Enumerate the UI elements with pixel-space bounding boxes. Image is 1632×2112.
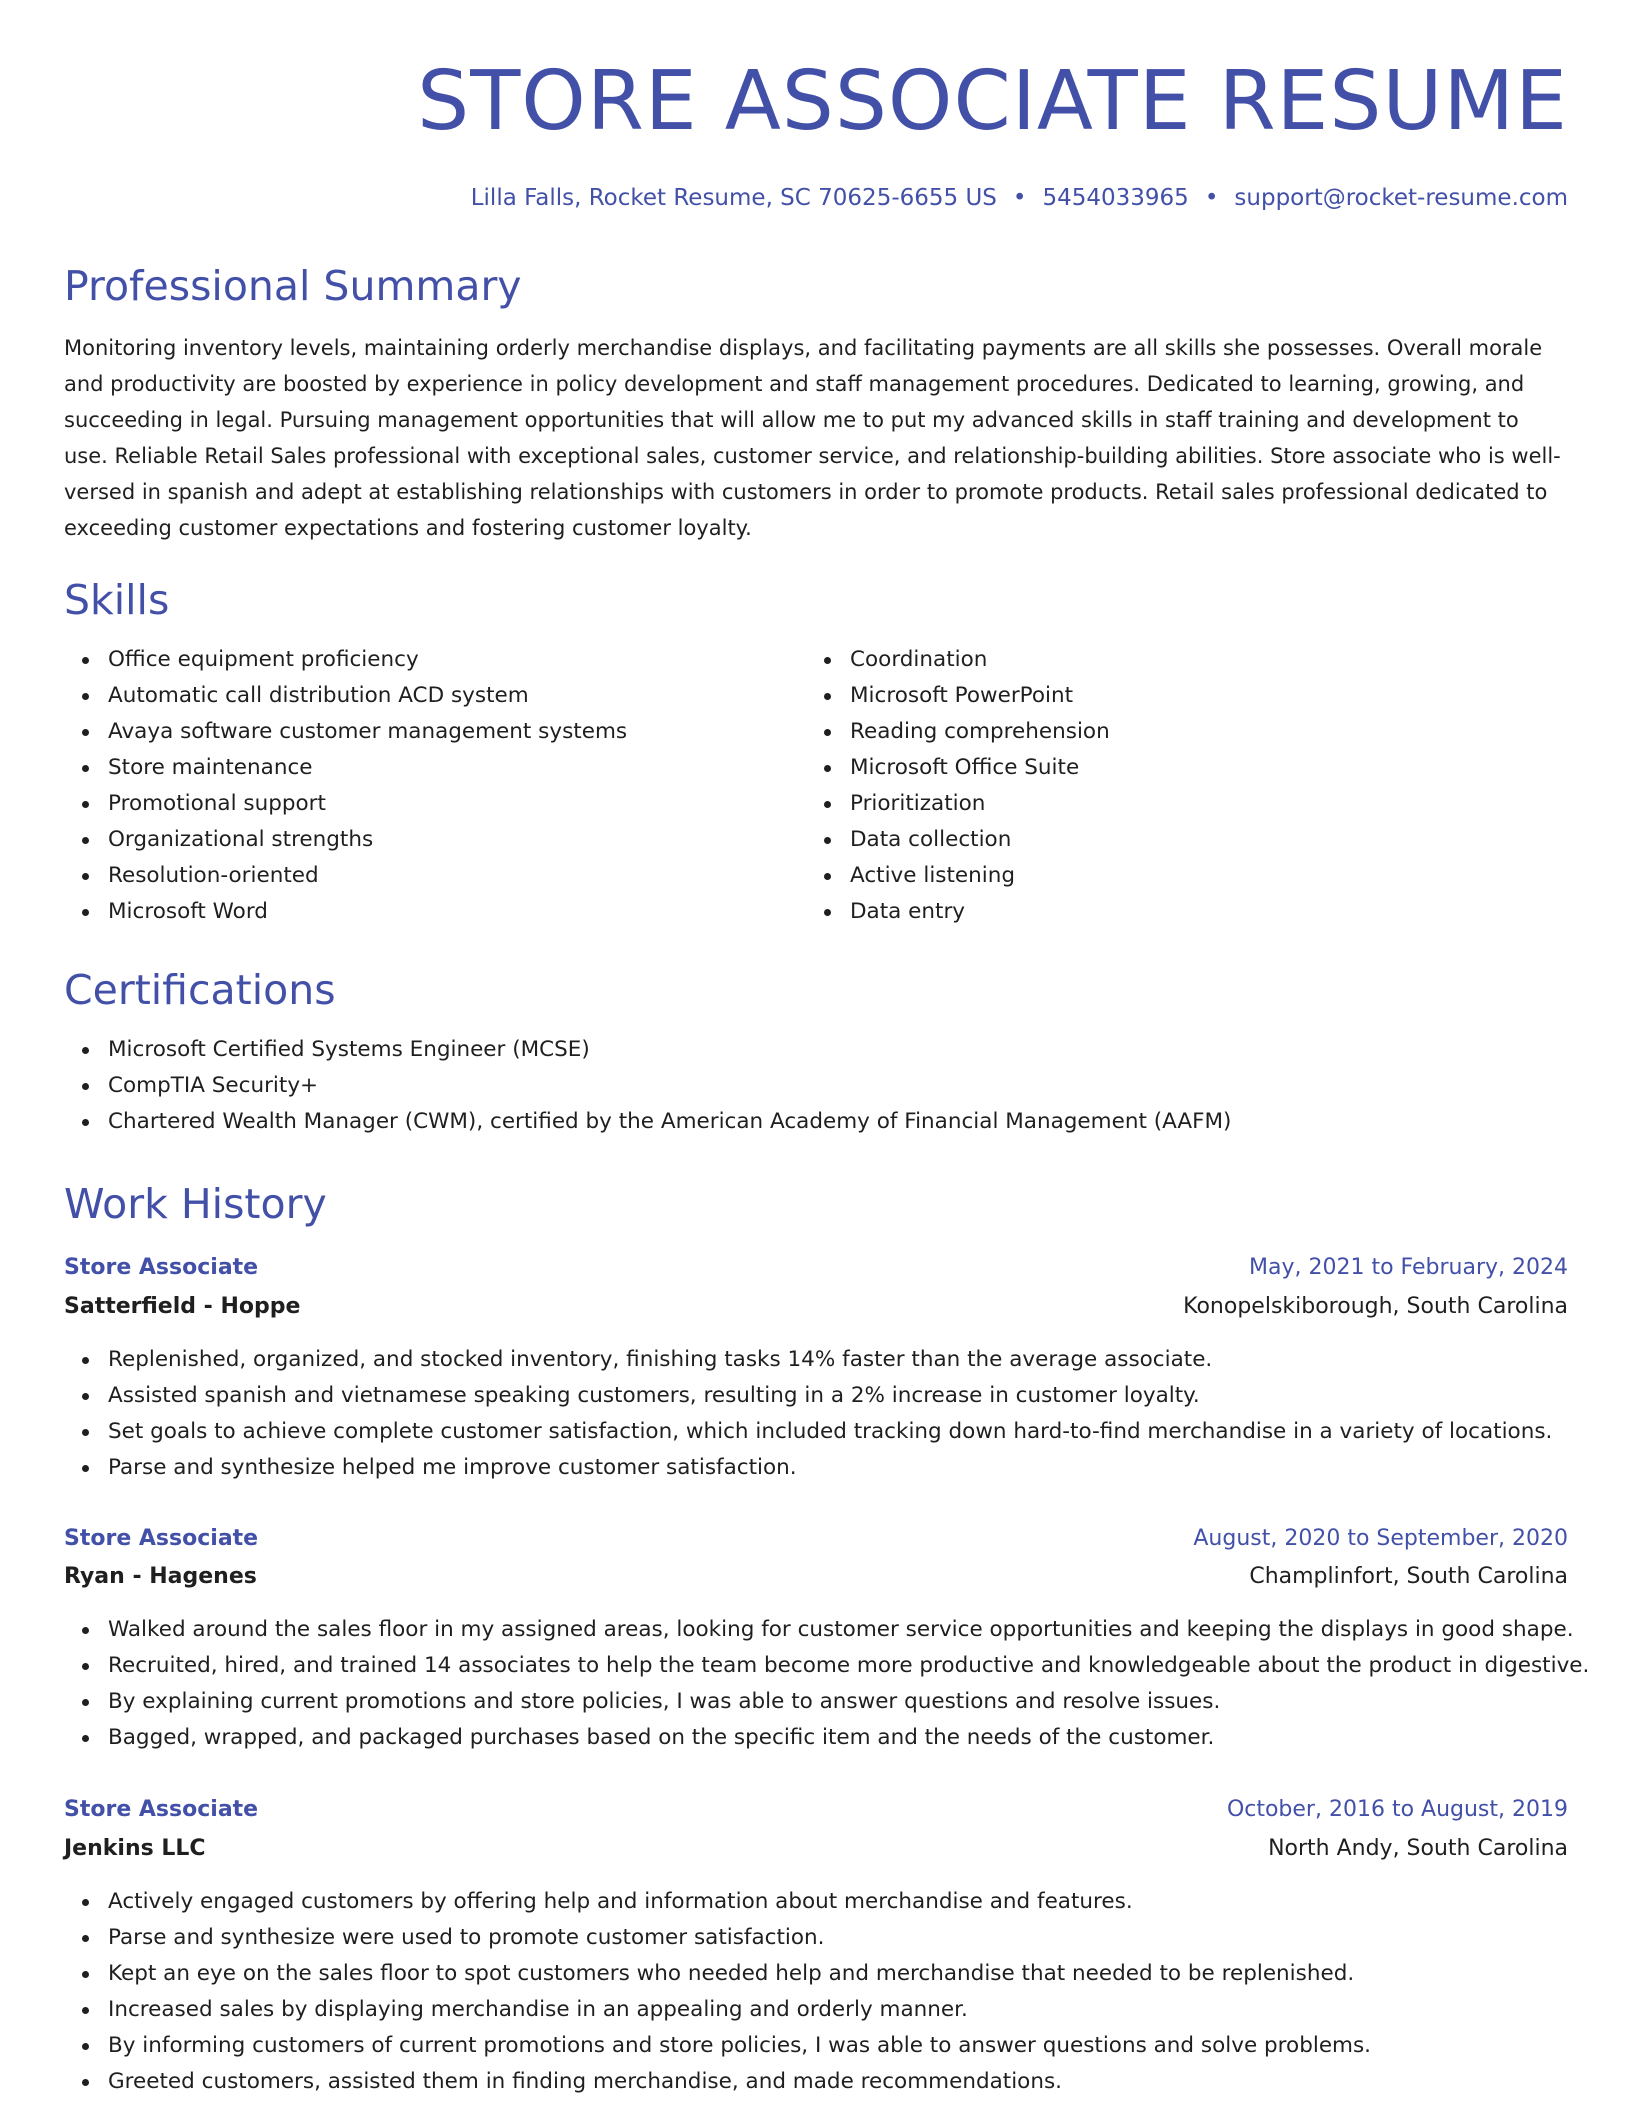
certification-item: Microsoft Certified Systems Engineer (MCSE) bbox=[108, 1032, 1231, 1068]
job-duty-item: Increased sales by displaying merchandise in an appealing and orderly manner. bbox=[108, 1992, 1371, 2028]
job-location: North Andy, South Carolina bbox=[1268, 1836, 1568, 1861]
skill-item: Resolution-oriented bbox=[108, 858, 627, 894]
resume-title: STORE ASSOCIATE RESUME bbox=[417, 54, 1568, 149]
skill-item: Active listening bbox=[850, 858, 1110, 894]
skill-item: Avaya software customer management systems bbox=[108, 714, 627, 750]
job-duties-list bbox=[64, 1342, 1552, 1486]
contact-separator: • bbox=[1204, 185, 1219, 211]
job-company: Ryan - Hagenes bbox=[64, 1564, 257, 1589]
certification-item: CompTIA Security+ bbox=[108, 1068, 1231, 1104]
job-title: Store Associate bbox=[64, 1255, 259, 1280]
skill-item: Automatic call distribution ACD system bbox=[108, 678, 627, 714]
job-duty-item: Walked around the sales floor in my assigned areas, looking for customer service opportunities and keeping the displays in good shape. bbox=[108, 1612, 1589, 1648]
job-duties-list bbox=[64, 1612, 1589, 1756]
skill-item: Microsoft Word bbox=[108, 894, 627, 930]
job-title: Store Associate bbox=[64, 1526, 259, 1551]
job-duty-item: Replenished, organized, and stocked inventory, finishing tasks 14% faster than the average associate. bbox=[108, 1342, 1552, 1378]
contact-separator: • bbox=[1012, 185, 1027, 211]
job-duty-item: Parse and synthesize helped me improve customer satisfaction. bbox=[108, 1450, 1552, 1486]
skill-item: Data entry bbox=[850, 894, 1110, 930]
job-dates: August, 2020 to September, 2020 bbox=[1193, 1526, 1568, 1551]
job-duty-item: Parse and synthesize were used to promote customer satisfaction. bbox=[108, 1920, 1371, 1956]
job-title: Store Associate bbox=[64, 1797, 259, 1822]
skill-item: Organizational strengths bbox=[108, 822, 627, 858]
contact-address: Lilla Falls, Rocket Resume, SC 70625-6655 US bbox=[470, 185, 997, 211]
skill-item: Microsoft PowerPoint bbox=[850, 678, 1110, 714]
job-duty-item: Greeted customers, assisted them in finding merchandise, and made recommendations. bbox=[108, 2064, 1371, 2100]
job-duty-item: Actively engaged customers by offering help and information about merchandise and features. bbox=[108, 1884, 1371, 1920]
skill-item: Office equipment proficiency bbox=[108, 642, 627, 678]
skill-item: Reading comprehension bbox=[850, 714, 1110, 750]
contact-email[interactable]: support@rocket-resume.com bbox=[1234, 185, 1568, 211]
skill-item: Microsoft Office Suite bbox=[850, 750, 1110, 786]
skill-item: Coordination bbox=[850, 642, 1110, 678]
certifications-list bbox=[64, 1032, 1231, 1140]
summary-heading: Professional Summary bbox=[64, 262, 522, 310]
summary-text: Monitoring inventory levels, maintaining orderly merchandise displays, and facilitating payments are all skills she possesses. Overall morale and productivity are boosted by experience in policy development and staff management procedures. Dedicated to learning, growing, and succeeding in legal. Pursuing management opportunities that will allow me to put my advanced skills in staff training and development to use. Reliable Retail Sales professional with exceptional sales, customer service, and relationship-building abilities. Store associate who is well-versed in spanish and adept at establishing relationships with customers in order to promote products. Retail sales professional dedicated to exceeding customer expectations and fostering customer loyalty. bbox=[64, 336, 1561, 540]
job-location: Konopelskiborough, South Carolina bbox=[1183, 1294, 1568, 1319]
job-duty-item: Set goals to achieve complete customer satisfaction, which included tracking down hard-to-find merchandise in a variety of locations. bbox=[108, 1414, 1552, 1450]
job-duty-item: By informing customers of current promotions and store policies, I was able to answer questions and solve problems. bbox=[108, 2028, 1371, 2064]
certification-item: Chartered Wealth Manager (CWM), certified by the American Academy of Financial Management (AAFM) bbox=[108, 1104, 1231, 1140]
job-duties-list bbox=[64, 1884, 1371, 2100]
job-duty-item: Assisted spanish and vietnamese speaking customers, resulting in a 2% increase in customer loyalty. bbox=[108, 1378, 1552, 1414]
job-company: Jenkins LLC bbox=[64, 1836, 206, 1861]
contact-line bbox=[471, 178, 1568, 218]
skill-item: Promotional support bbox=[108, 786, 627, 822]
work-history-heading: Work History bbox=[64, 1180, 327, 1228]
job-company: Satterfield - Hoppe bbox=[64, 1294, 301, 1319]
job-location: Champlinfort, South Carolina bbox=[1249, 1564, 1568, 1589]
job-duty-item: Recruited, hired, and trained 14 associates to help the team become more productive and knowledgeable about the product in digestive. bbox=[108, 1648, 1589, 1684]
contact-phone: 5454033965 bbox=[1042, 185, 1189, 211]
job-duty-item: Bagged, wrapped, and packaged purchases based on the specific item and the needs of the customer. bbox=[108, 1720, 1589, 1756]
certifications-heading: Certifications bbox=[64, 966, 336, 1014]
skill-item: Data collection bbox=[850, 822, 1110, 858]
skills-list-left bbox=[64, 642, 627, 930]
skill-item: Store maintenance bbox=[108, 750, 627, 786]
skill-item: Prioritization bbox=[850, 786, 1110, 822]
job-duty-item: By explaining current promotions and store policies, I was able to answer questions and resolve issues. bbox=[108, 1684, 1589, 1720]
skills-heading: Skills bbox=[64, 576, 170, 624]
job-dates: October, 2016 to August, 2019 bbox=[1226, 1797, 1568, 1822]
job-duty-item: Kept an eye on the sales floor to spot customers who needed help and merchandise that needed to be replenished. bbox=[108, 1956, 1371, 1992]
skills-list-right bbox=[806, 642, 1110, 930]
job-dates: May, 2021 to February, 2024 bbox=[1249, 1255, 1568, 1280]
